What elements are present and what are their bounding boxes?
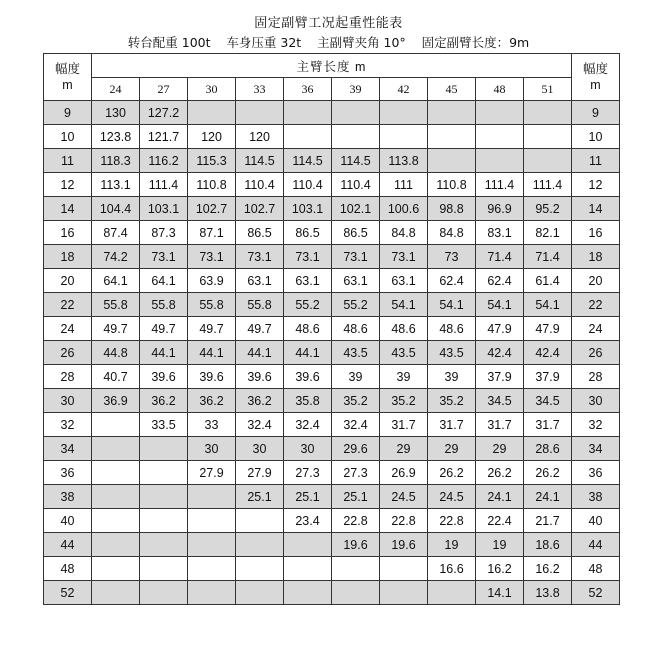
boom-length-cell: 36: [284, 78, 332, 101]
table-row: [44, 437, 620, 461]
radius-cell-right: 32: [572, 413, 620, 437]
capacity-cell: 96.9: [476, 197, 524, 221]
capacity-cell: 102.7: [236, 197, 284, 221]
capacity-cell: [92, 485, 140, 509]
capacity-cell: 25.1: [284, 485, 332, 509]
capacity-cell: [380, 101, 428, 125]
capacity-cell: 19: [428, 533, 476, 557]
table-row: [44, 413, 620, 437]
capacity-cell: 35.8: [284, 389, 332, 413]
table-row: [44, 293, 620, 317]
capacity-cell: 25.1: [332, 485, 380, 509]
radius-cell-left: 18: [44, 245, 92, 269]
capacity-cell: [428, 101, 476, 125]
radius-cell-left: 10: [44, 125, 92, 149]
radius-cell-right: 40: [572, 509, 620, 533]
capacity-cell: 21.7: [524, 509, 572, 533]
boom-length-row: [44, 78, 620, 101]
table-row: [44, 485, 620, 509]
radius-cell-left: 9: [44, 101, 92, 125]
capacity-cell: [428, 149, 476, 173]
capacity-cell: 32.4: [284, 413, 332, 437]
capacity-cell: 73.1: [188, 245, 236, 269]
capacity-cell: 87.1: [188, 221, 236, 245]
capacity-cell: 113.1: [92, 173, 140, 197]
radius-cell-right: 22: [572, 293, 620, 317]
capacity-cell: 71.4: [476, 245, 524, 269]
capacity-cell: 40.7: [92, 365, 140, 389]
capacity-cell: 113.8: [380, 149, 428, 173]
capacity-cell: [524, 101, 572, 125]
capacity-cell: [332, 581, 380, 605]
capacity-cell: [284, 581, 332, 605]
capacity-cell: 35.2: [380, 389, 428, 413]
capacity-cell: 24.5: [428, 485, 476, 509]
capacity-cell: 14.1: [476, 581, 524, 605]
capacity-cell: 63.1: [332, 269, 380, 293]
capacity-cell: [188, 581, 236, 605]
table-row: [44, 173, 620, 197]
capacity-cell: [428, 581, 476, 605]
capacity-cell: [332, 125, 380, 149]
capacity-cell: 49.7: [92, 317, 140, 341]
capacity-cell: 49.7: [236, 317, 284, 341]
capacity-cell: 98.8: [428, 197, 476, 221]
table-row: [44, 269, 620, 293]
capacity-cell: [188, 485, 236, 509]
capacity-cell: 55.8: [92, 293, 140, 317]
capacity-cell: 30: [284, 437, 332, 461]
capacity-cell: 24.5: [380, 485, 428, 509]
radius-cell-right: 26: [572, 341, 620, 365]
capacity-cell: 39.6: [140, 365, 188, 389]
table-row: [44, 581, 620, 605]
capacity-cell: [236, 509, 284, 533]
capacity-cell: 120: [236, 125, 284, 149]
capacity-cell: 118.3: [92, 149, 140, 173]
capacity-cell: 35.2: [332, 389, 380, 413]
capacity-cell: [332, 101, 380, 125]
capacity-cell: [524, 149, 572, 173]
capacity-cell: [380, 557, 428, 581]
capacity-cell: [188, 101, 236, 125]
capacity-cell: 25.1: [236, 485, 284, 509]
capacity-cell: 37.9: [524, 365, 572, 389]
capacity-cell: 44.1: [236, 341, 284, 365]
table-row: [44, 533, 620, 557]
capacity-cell: [476, 125, 524, 149]
capacity-cell: 44.8: [92, 341, 140, 365]
capacity-cell: 110.4: [332, 173, 380, 197]
radius-unit-label: m: [62, 78, 73, 92]
capacity-cell: 120: [188, 125, 236, 149]
table-row: [44, 461, 620, 485]
capacity-cell: [92, 557, 140, 581]
capacity-cell: [92, 413, 140, 437]
capacity-cell: 29: [476, 437, 524, 461]
capacity-cell: 22.8: [332, 509, 380, 533]
capacity-cell: 36.9: [92, 389, 140, 413]
capacity-cell: 73: [428, 245, 476, 269]
capacity-cell: [428, 125, 476, 149]
capacity-cell: 13.8: [524, 581, 572, 605]
load-chart-table: [43, 53, 620, 605]
capacity-cell: 27.9: [188, 461, 236, 485]
capacity-cell: [476, 101, 524, 125]
capacity-cell: 73.1: [140, 245, 188, 269]
capacity-cell: 111: [380, 173, 428, 197]
capacity-cell: 36.2: [140, 389, 188, 413]
boom-length-cell: 42: [380, 78, 428, 101]
capacity-cell: 27.9: [236, 461, 284, 485]
capacity-cell: [92, 461, 140, 485]
table-row: [44, 101, 620, 125]
boom-length-cell: 51: [524, 78, 572, 101]
capacity-cell: [92, 581, 140, 605]
capacity-cell: 64.1: [92, 269, 140, 293]
capacity-cell: [188, 533, 236, 557]
capacity-cell: 43.5: [332, 341, 380, 365]
capacity-cell: 64.1: [140, 269, 188, 293]
capacity-cell: [284, 557, 332, 581]
radius-cell-right: 48: [572, 557, 620, 581]
capacity-cell: 26.2: [524, 461, 572, 485]
capacity-cell: 16.2: [476, 557, 524, 581]
capacity-cell: 121.7: [140, 125, 188, 149]
capacity-cell: 86.5: [236, 221, 284, 245]
boom-length-cell: 27: [140, 78, 188, 101]
capacity-cell: 39.6: [188, 365, 236, 389]
capacity-cell: 54.1: [476, 293, 524, 317]
capacity-cell: [236, 557, 284, 581]
capacity-cell: 24.1: [524, 485, 572, 509]
capacity-cell: 16.2: [524, 557, 572, 581]
table-row: [44, 557, 620, 581]
capacity-cell: 110.8: [188, 173, 236, 197]
capacity-cell: 48.6: [284, 317, 332, 341]
table-title: 固定副臂工况起重性能表: [254, 16, 403, 31]
table-row: [44, 125, 620, 149]
radius-cell-right: 52: [572, 581, 620, 605]
capacity-cell: 29: [428, 437, 476, 461]
capacity-cell: 82.1: [524, 221, 572, 245]
table-row: [44, 365, 620, 389]
radius-cell-right: 18: [572, 245, 620, 269]
capacity-cell: 54.1: [428, 293, 476, 317]
radius-cell-right: 16: [572, 221, 620, 245]
radius-cell-right: 28: [572, 365, 620, 389]
radius-header-label: 幅度: [582, 62, 608, 76]
capacity-cell: 39.6: [236, 365, 284, 389]
capacity-cell: 43.5: [380, 341, 428, 365]
radius-cell-left: 38: [44, 485, 92, 509]
capacity-cell: 111.4: [140, 173, 188, 197]
capacity-cell: 87.4: [92, 221, 140, 245]
capacity-cell: [140, 533, 188, 557]
capacity-cell: 19: [476, 533, 524, 557]
radius-cell-right: 9: [572, 101, 620, 125]
capacity-cell: 110.4: [284, 173, 332, 197]
capacity-cell: 19.6: [380, 533, 428, 557]
capacity-cell: 55.8: [236, 293, 284, 317]
radius-cell-left: 28: [44, 365, 92, 389]
radius-cell-right: 30: [572, 389, 620, 413]
radius-cell-right: 10: [572, 125, 620, 149]
capacity-cell: 84.8: [380, 221, 428, 245]
capacity-cell: 34.5: [476, 389, 524, 413]
capacity-cell: [284, 101, 332, 125]
capacity-cell: 26.2: [476, 461, 524, 485]
radius-cell-left: 11: [44, 149, 92, 173]
capacity-cell: 87.3: [140, 221, 188, 245]
capacity-cell: [140, 509, 188, 533]
table-body: [44, 101, 620, 605]
boom-length-cell: 24: [92, 78, 140, 101]
capacity-cell: 103.1: [284, 197, 332, 221]
capacity-cell: [188, 557, 236, 581]
table-row: [44, 197, 620, 221]
capacity-cell: [236, 101, 284, 125]
capacity-cell: [188, 509, 236, 533]
radius-cell-right: 34: [572, 437, 620, 461]
capacity-cell: [140, 581, 188, 605]
capacity-cell: 42.4: [476, 341, 524, 365]
capacity-cell: 54.1: [380, 293, 428, 317]
capacity-cell: 29: [380, 437, 428, 461]
capacity-cell: 35.2: [428, 389, 476, 413]
radius-cell-left: 36: [44, 461, 92, 485]
capacity-cell: 39: [332, 365, 380, 389]
capacity-cell: 34.5: [524, 389, 572, 413]
capacity-cell: 48.6: [332, 317, 380, 341]
capacity-cell: 16.6: [428, 557, 476, 581]
capacity-cell: 36.2: [236, 389, 284, 413]
radius-cell-right: 20: [572, 269, 620, 293]
capacity-cell: [380, 125, 428, 149]
capacity-cell: 63.1: [284, 269, 332, 293]
capacity-cell: 127.2: [140, 101, 188, 125]
capacity-cell: 48.6: [380, 317, 428, 341]
capacity-cell: [332, 557, 380, 581]
capacity-cell: 31.7: [524, 413, 572, 437]
capacity-cell: 31.7: [476, 413, 524, 437]
capacity-cell: 29.6: [332, 437, 380, 461]
capacity-cell: 110.8: [428, 173, 476, 197]
radius-cell-left: 48: [44, 557, 92, 581]
capacity-cell: 42.4: [524, 341, 572, 365]
capacity-cell: 44.1: [284, 341, 332, 365]
table-row: [44, 389, 620, 413]
capacity-cell: 114.5: [332, 149, 380, 173]
capacity-cell: 19.6: [332, 533, 380, 557]
capacity-cell: 73.1: [284, 245, 332, 269]
capacity-cell: 102.1: [332, 197, 380, 221]
capacity-cell: 73.1: [332, 245, 380, 269]
radius-cell-left: 16: [44, 221, 92, 245]
radius-header-label: 幅度: [54, 62, 80, 76]
capacity-cell: 30: [188, 437, 236, 461]
radius-header-right: [572, 54, 620, 101]
capacity-cell: 73.1: [380, 245, 428, 269]
capacity-cell: 22.8: [428, 509, 476, 533]
capacity-cell: 114.5: [284, 149, 332, 173]
capacity-cell: 48.6: [428, 317, 476, 341]
boom-length-cell: 39: [332, 78, 380, 101]
capacity-cell: 39: [380, 365, 428, 389]
capacity-cell: 47.9: [524, 317, 572, 341]
capacity-cell: 86.5: [284, 221, 332, 245]
table-row: [44, 245, 620, 269]
radius-cell-left: 26: [44, 341, 92, 365]
capacity-cell: 73.1: [236, 245, 284, 269]
boom-length-cell: 33: [236, 78, 284, 101]
capacity-cell: 24.1: [476, 485, 524, 509]
capacity-cell: 116.2: [140, 149, 188, 173]
radius-cell-left: 34: [44, 437, 92, 461]
capacity-cell: 104.4: [92, 197, 140, 221]
capacity-cell: 62.4: [476, 269, 524, 293]
capacity-cell: [92, 509, 140, 533]
capacity-cell: 83.1: [476, 221, 524, 245]
capacity-cell: 26.9: [380, 461, 428, 485]
radius-cell-left: 22: [44, 293, 92, 317]
radius-cell-left: 12: [44, 173, 92, 197]
capacity-cell: 27.3: [284, 461, 332, 485]
capacity-cell: 54.1: [524, 293, 572, 317]
capacity-cell: [284, 533, 332, 557]
radius-cell-right: 24: [572, 317, 620, 341]
radius-cell-left: 40: [44, 509, 92, 533]
capacity-cell: [236, 533, 284, 557]
capacity-cell: 43.5: [428, 341, 476, 365]
table-row: [44, 317, 620, 341]
capacity-cell: 33.5: [140, 413, 188, 437]
capacity-cell: 49.7: [188, 317, 236, 341]
radius-cell-right: 12: [572, 173, 620, 197]
radius-cell-left: 44: [44, 533, 92, 557]
capacity-cell: 22.4: [476, 509, 524, 533]
capacity-cell: 39.6: [284, 365, 332, 389]
capacity-cell: 49.7: [140, 317, 188, 341]
radius-cell-left: 52: [44, 581, 92, 605]
boom-length-cell: 30: [188, 78, 236, 101]
capacity-cell: [236, 581, 284, 605]
capacity-cell: [380, 581, 428, 605]
capacity-cell: 28.6: [524, 437, 572, 461]
radius-cell-right: 36: [572, 461, 620, 485]
radius-cell-left: 24: [44, 317, 92, 341]
capacity-cell: 18.6: [524, 533, 572, 557]
radius-cell-right: 38: [572, 485, 620, 509]
capacity-cell: 39: [428, 365, 476, 389]
radius-cell-left: 32: [44, 413, 92, 437]
capacity-cell: [476, 149, 524, 173]
capacity-cell: 130: [92, 101, 140, 125]
capacity-cell: 44.1: [140, 341, 188, 365]
capacity-cell: 115.3: [188, 149, 236, 173]
capacity-cell: 26.2: [428, 461, 476, 485]
table-row: [44, 509, 620, 533]
capacity-cell: 111.4: [524, 173, 572, 197]
capacity-cell: 86.5: [332, 221, 380, 245]
capacity-cell: 63.9: [188, 269, 236, 293]
table-subtitle: 转台配重 100t 车身压重 32t 主副臂夹角 10° 固定副臂长度：9m: [127, 35, 530, 50]
capacity-cell: 55.8: [188, 293, 236, 317]
capacity-cell: 55.8: [140, 293, 188, 317]
capacity-cell: 74.2: [92, 245, 140, 269]
capacity-cell: 47.9: [476, 317, 524, 341]
capacity-cell: 61.4: [524, 269, 572, 293]
radius-cell-left: 30: [44, 389, 92, 413]
capacity-cell: 37.9: [476, 365, 524, 389]
capacity-cell: 31.7: [428, 413, 476, 437]
capacity-cell: 114.5: [236, 149, 284, 173]
capacity-cell: [92, 437, 140, 461]
radius-cell-left: 14: [44, 197, 92, 221]
capacity-cell: 123.8: [92, 125, 140, 149]
radius-header-left: [44, 54, 92, 101]
capacity-cell: 32.4: [236, 413, 284, 437]
capacity-cell: 27.3: [332, 461, 380, 485]
capacity-cell: 63.1: [380, 269, 428, 293]
capacity-cell: [140, 485, 188, 509]
capacity-cell: 84.8: [428, 221, 476, 245]
capacity-cell: 62.4: [428, 269, 476, 293]
radius-unit-label: m: [590, 78, 601, 92]
table-row: [44, 221, 620, 245]
capacity-cell: [92, 533, 140, 557]
capacity-cell: 100.6: [380, 197, 428, 221]
radius-cell-right: 44: [572, 533, 620, 557]
table-row: [44, 341, 620, 365]
capacity-cell: [140, 557, 188, 581]
boom-length-header: 主臂长度 m: [92, 54, 572, 78]
table-row: [44, 149, 620, 173]
capacity-cell: 103.1: [140, 197, 188, 221]
capacity-cell: 44.1: [188, 341, 236, 365]
capacity-cell: [140, 437, 188, 461]
capacity-cell: 32.4: [332, 413, 380, 437]
radius-cell-right: 11: [572, 149, 620, 173]
capacity-cell: 36.2: [188, 389, 236, 413]
capacity-cell: 55.2: [332, 293, 380, 317]
capacity-cell: 110.4: [236, 173, 284, 197]
capacity-cell: 30: [236, 437, 284, 461]
capacity-cell: 102.7: [188, 197, 236, 221]
capacity-cell: [284, 125, 332, 149]
capacity-cell: 23.4: [284, 509, 332, 533]
radius-cell-left: 20: [44, 269, 92, 293]
capacity-cell: 33: [188, 413, 236, 437]
capacity-cell: 31.7: [380, 413, 428, 437]
capacity-cell: 111.4: [476, 173, 524, 197]
capacity-cell: 63.1: [236, 269, 284, 293]
capacity-cell: 95.2: [524, 197, 572, 221]
boom-length-cell: 48: [476, 78, 524, 101]
radius-cell-right: 14: [572, 197, 620, 221]
capacity-cell: [140, 461, 188, 485]
capacity-cell: 55.2: [284, 293, 332, 317]
capacity-cell: 71.4: [524, 245, 572, 269]
capacity-cell: [524, 125, 572, 149]
boom-length-cell: 45: [428, 78, 476, 101]
capacity-cell: 22.8: [380, 509, 428, 533]
